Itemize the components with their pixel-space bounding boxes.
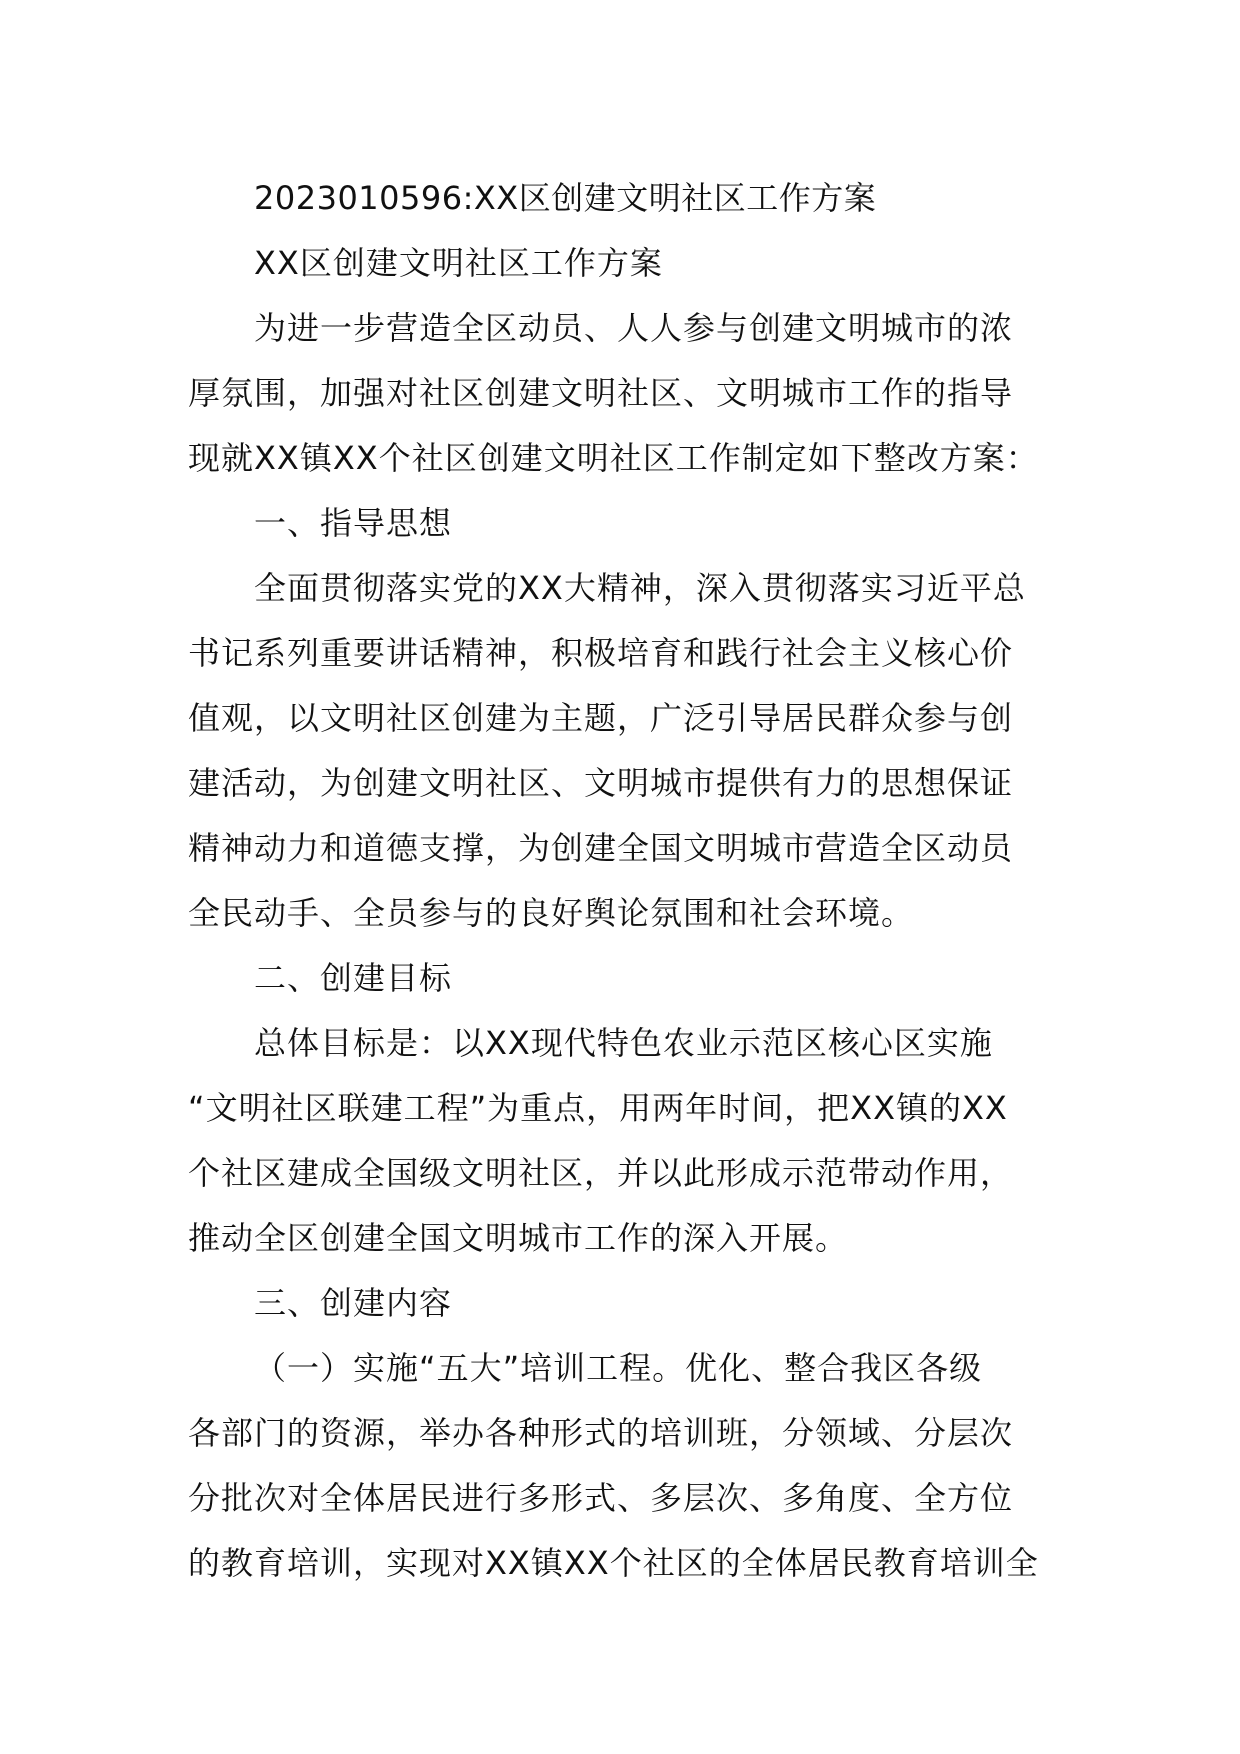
paragraph-line: 建活动，为创建文明社区、文明城市提供有力的思想保证 <box>188 764 1014 802</box>
document-title: XX区创建文明社区工作方案 <box>254 244 663 282</box>
paragraph-line: 总体目标是：以XX现代特色农业示范区核心区实施 <box>254 1024 993 1062</box>
document-body <box>188 166 1058 1596</box>
paragraph-line: 推动全区创建全国文明城市工作的深入开展。 <box>188 1219 849 1257</box>
paragraph-line: 厚氛围，加强对社区创建文明社区、文明城市工作的指导 <box>188 374 1014 412</box>
paragraph-line: 精神动力和道德支撑，为创建全国文明城市营造全区动员 <box>188 829 1014 867</box>
paragraph-line: 各部门的资源，举办各种形式的培训班，分领域、分层次 <box>188 1414 1014 1452</box>
paragraph-line: 全面贯彻落实党的XX大精神，深入贯彻落实习近平总 <box>254 569 1026 607</box>
paragraph-line: 现就XX镇XX个社区创建文明社区工作制定如下整改方案： <box>188 439 1039 477</box>
paragraph-line: 的教育培训，实现对XX镇XX个社区的全体居民教育培训全 <box>188 1544 1039 1582</box>
paragraph-line: “文明社区联建工程”为重点，用两年时间，把XX镇的XX <box>188 1089 1008 1127</box>
paragraph-line: 全民动手、全员参与的良好舆论氛围和社会环境。 <box>188 894 915 932</box>
paragraph-line: 个社区建成全国级文明社区，并以此形成示范带动作用， <box>188 1154 1014 1192</box>
section-heading-goals: 二、创建目标 <box>254 959 453 997</box>
section-heading-guiding-thought: 一、指导思想 <box>254 504 453 542</box>
paragraph-line: 书记系列重要讲话精神，积极培育和践行社会主义核心价 <box>188 634 1014 672</box>
paragraph-line: 分批次对全体居民进行多形式、多层次、多角度、全方位 <box>188 1479 1014 1517</box>
paragraph-line: 值观，以文明社区创建为主题，广泛引导居民群众参与创 <box>188 699 1014 737</box>
paragraph-line: （一）实施“五大”培训工程。优化、整合我区各级 <box>254 1349 983 1387</box>
section-heading-content: 三、创建内容 <box>254 1284 453 1322</box>
document-filename-title: 2023010596:XX区创建文明社区工作方案 <box>254 179 877 217</box>
paragraph-line: 为进一步营造全区动员、人人参与创建文明城市的浓 <box>254 309 1014 347</box>
